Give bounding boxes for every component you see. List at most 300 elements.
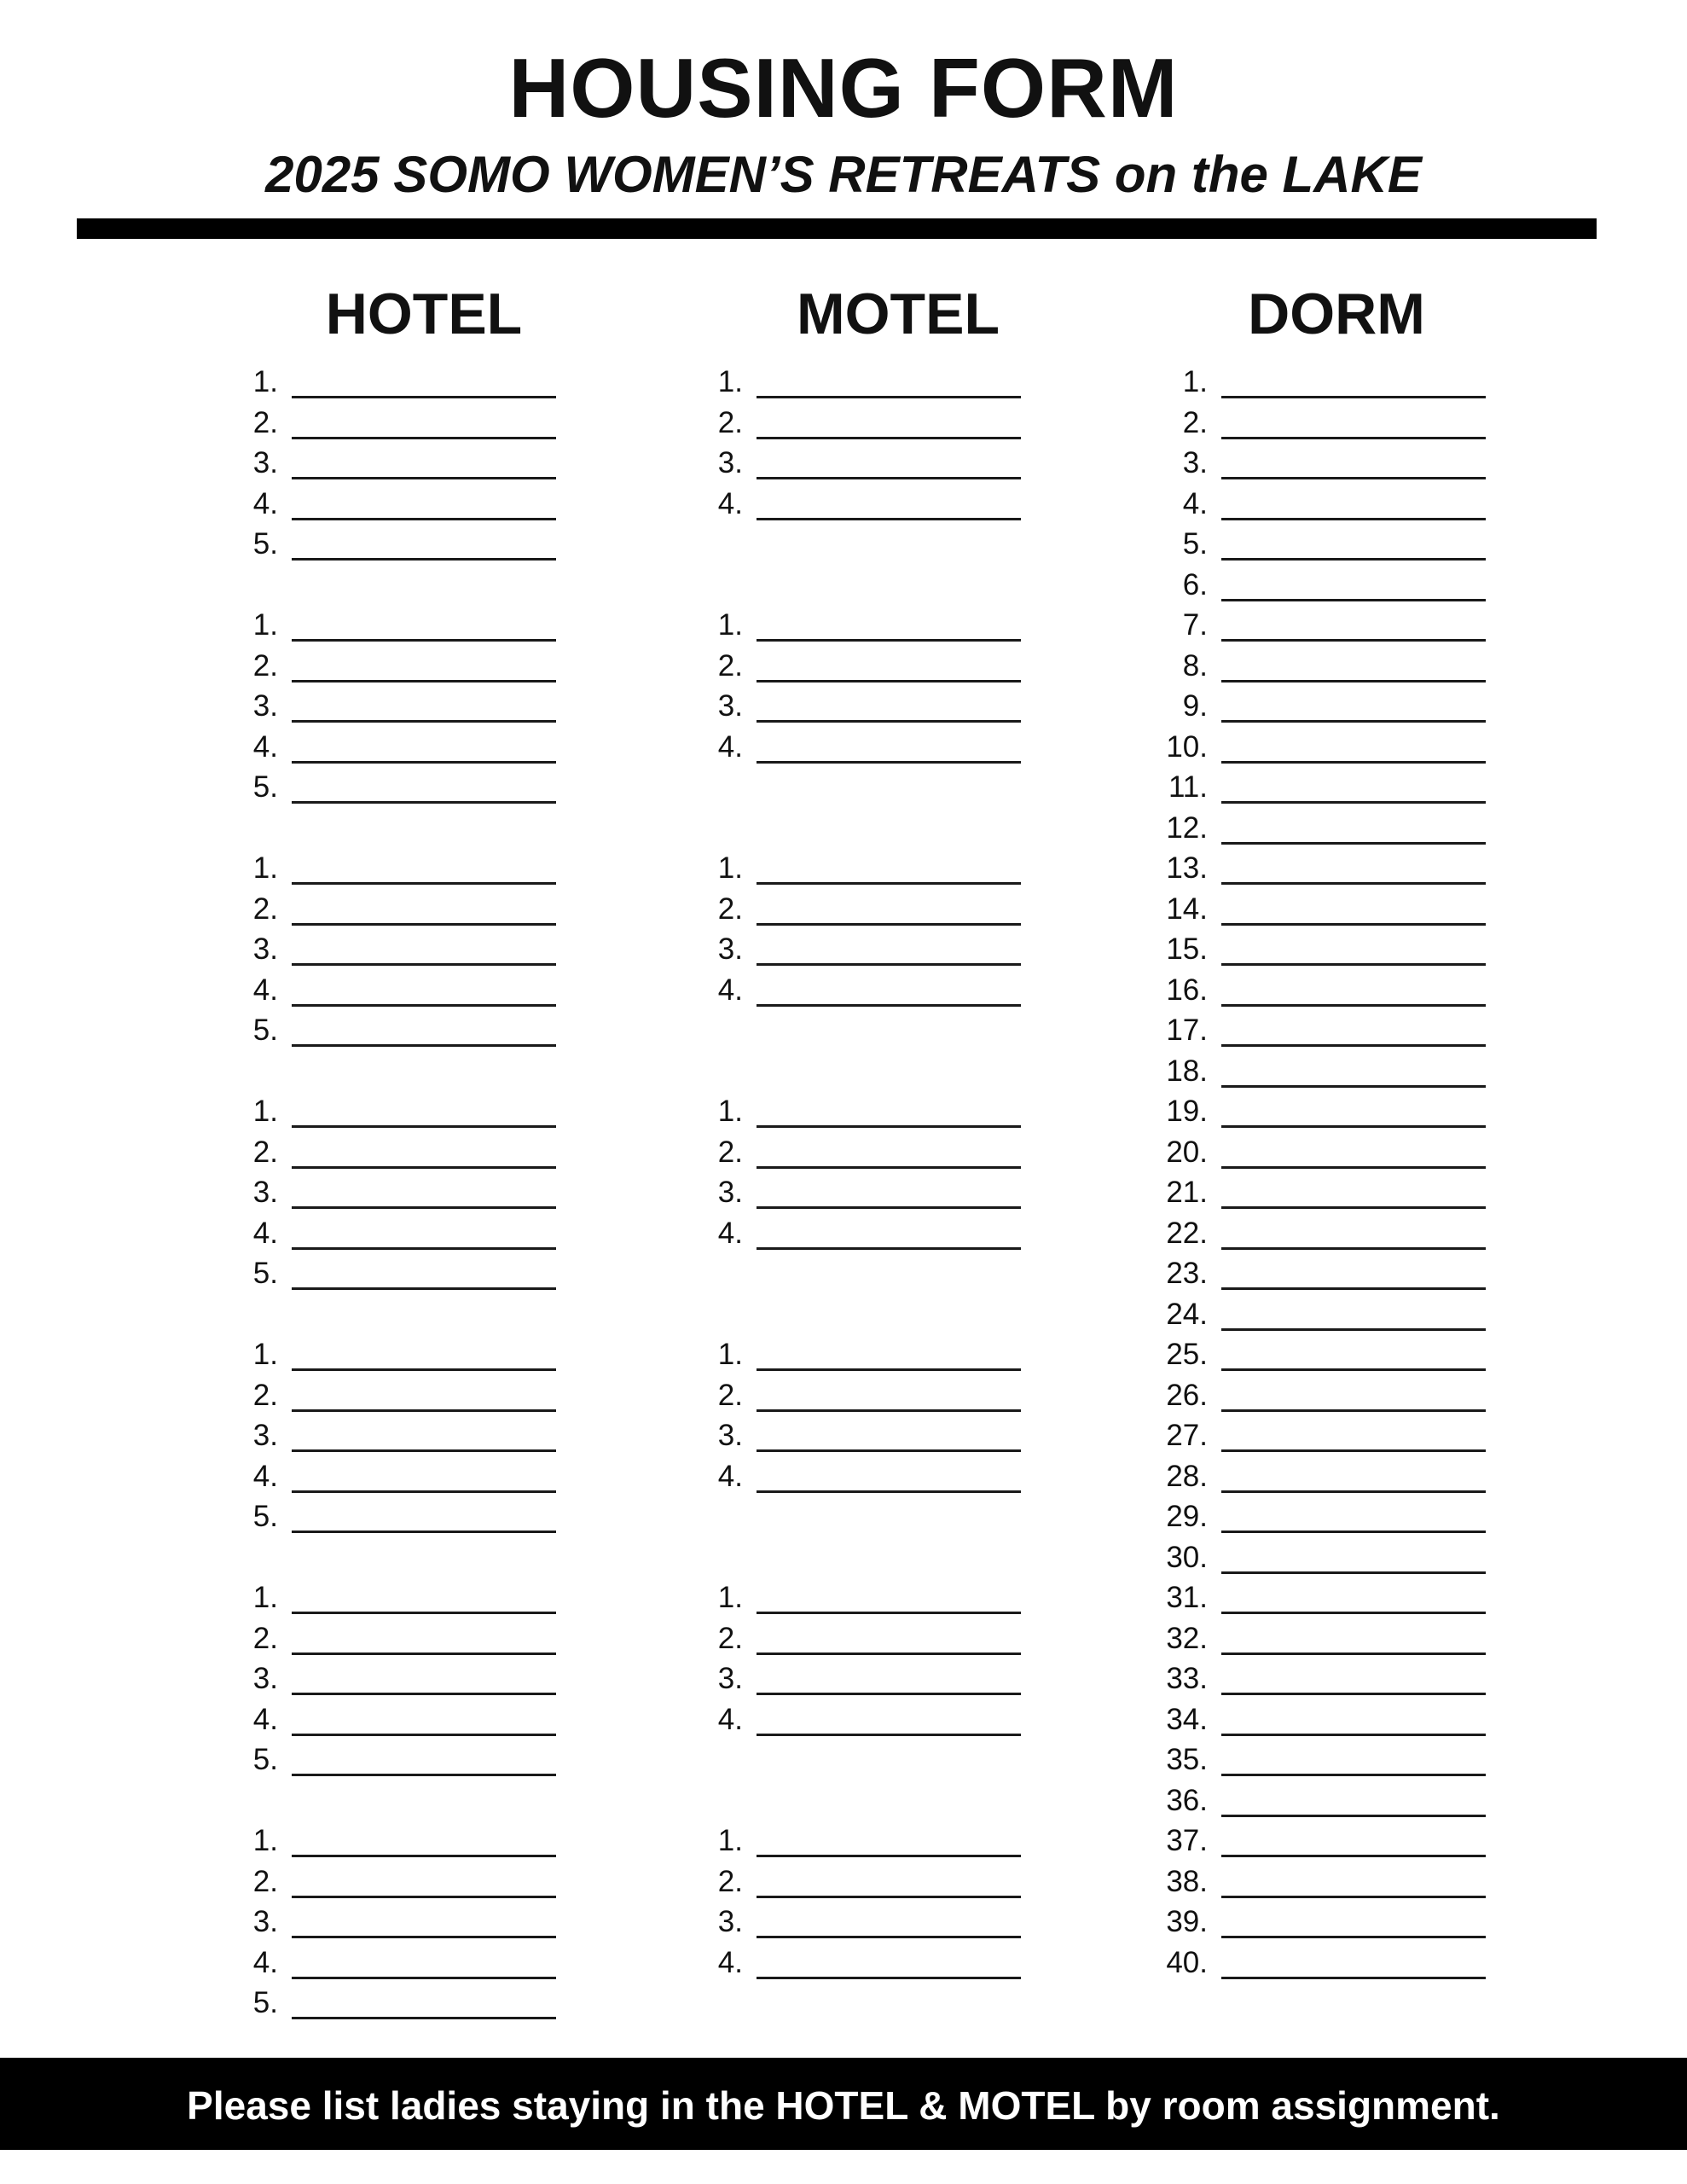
entry-number: 31. — [1166, 1581, 1208, 1614]
name-blank-line[interactable] — [292, 923, 556, 926]
entry-number: 1. — [717, 1338, 743, 1371]
entry-number: 4. — [252, 973, 278, 1007]
name-blank-line[interactable] — [1221, 1044, 1486, 1047]
name-blank-line[interactable] — [1221, 963, 1486, 966]
entry-number: 25. — [1166, 1338, 1208, 1371]
name-blank-line[interactable] — [1221, 1936, 1486, 1938]
entry-number: 2. — [252, 1135, 278, 1169]
entry-number: 2. — [252, 648, 278, 682]
name-blank-line[interactable] — [757, 882, 1021, 885]
hotel-entry — [230, 362, 563, 402]
name-blank-line[interactable] — [292, 1409, 556, 1412]
entry-number: 1. — [252, 608, 278, 642]
hotel-entry — [230, 889, 563, 929]
hotel-entry — [230, 1253, 563, 1293]
motel-entry — [695, 1658, 1028, 1699]
name-blank-line[interactable] — [1221, 1206, 1486, 1209]
dorm-entry — [1160, 484, 1493, 524]
name-blank-line[interactable] — [292, 761, 556, 764]
dorm-entry — [1160, 1577, 1493, 1618]
dorm-entry — [1160, 1780, 1493, 1821]
hotel-entry — [230, 1010, 563, 1050]
entry-number: 7. — [1182, 608, 1208, 642]
dorm-entry — [1160, 1334, 1493, 1374]
name-blank-line[interactable] — [292, 680, 556, 682]
hotel-entry — [230, 1496, 563, 1536]
name-blank-line[interactable] — [1221, 1368, 1486, 1371]
name-blank-line[interactable] — [1221, 1287, 1486, 1290]
entry-number: 30. — [1166, 1540, 1208, 1574]
name-blank-line[interactable] — [292, 1612, 556, 1614]
name-blank-line[interactable] — [292, 1531, 556, 1533]
hotel-entry — [230, 484, 563, 524]
name-blank-line[interactable] — [292, 1368, 556, 1371]
entry-number: 4. — [252, 1216, 278, 1250]
name-blank-line[interactable] — [757, 1125, 1021, 1128]
hotel-entry — [230, 1172, 563, 1212]
entry-number: 27. — [1166, 1419, 1208, 1452]
entry-number: 5. — [252, 1257, 278, 1290]
hotel-entry — [230, 1334, 563, 1374]
entry-number: 19. — [1166, 1095, 1208, 1128]
name-blank-line[interactable] — [292, 882, 556, 885]
hotel-entry — [230, 1943, 563, 1983]
entry-number: 4. — [252, 486, 278, 520]
entry-number: 11. — [1168, 770, 1208, 804]
name-blank-line[interactable] — [1221, 1125, 1486, 1128]
hotel-entry — [230, 1821, 563, 1861]
entry-number: 1. — [717, 851, 743, 885]
name-blank-line[interactable] — [757, 720, 1021, 723]
entry-number: 18. — [1166, 1054, 1208, 1088]
name-blank-line[interactable] — [1221, 599, 1486, 601]
hotel-entry — [230, 1740, 563, 1780]
name-blank-line[interactable] — [1221, 1896, 1486, 1898]
form-subtitle: 2025 SOMO WOMEN’S RETREATS on the LAKE — [265, 146, 1422, 203]
motel-entry — [695, 646, 1028, 686]
dorm-entry — [1160, 767, 1493, 807]
motel-entry — [695, 1821, 1028, 1861]
name-blank-line[interactable] — [757, 1977, 1021, 1979]
name-blank-line[interactable] — [292, 1774, 556, 1776]
entry-number: 4. — [252, 1459, 278, 1493]
hotel-entry — [230, 848, 563, 888]
name-blank-line[interactable] — [1221, 1166, 1486, 1169]
name-blank-line[interactable] — [757, 1449, 1021, 1452]
motel-entry — [695, 1172, 1028, 1212]
entry-number: 36. — [1166, 1783, 1208, 1817]
hotel-entry — [230, 1658, 563, 1699]
motel-entry — [695, 1577, 1028, 1618]
entry-number: 3. — [252, 1419, 278, 1452]
entry-number: 21. — [1166, 1176, 1208, 1209]
hotel-entry — [230, 1862, 563, 1902]
hotel-entry — [230, 1415, 563, 1455]
dorm-entry — [1160, 403, 1493, 443]
entry-number: 4. — [717, 973, 743, 1007]
dorm-entry — [1160, 1253, 1493, 1293]
motel-entry — [695, 1091, 1028, 1131]
entry-number: 9. — [1182, 689, 1208, 723]
name-blank-line[interactable] — [292, 1247, 556, 1250]
motel-entry — [695, 362, 1028, 402]
entry-number: 32. — [1166, 1621, 1208, 1655]
name-blank-line[interactable] — [1221, 801, 1486, 804]
entry-number: 1. — [252, 1095, 278, 1128]
entry-number: 28. — [1166, 1459, 1208, 1493]
name-blank-line[interactable] — [1221, 1612, 1486, 1614]
dorm-entry — [1160, 929, 1493, 969]
entry-number: 2. — [252, 1864, 278, 1898]
name-blank-line[interactable] — [1221, 1531, 1486, 1533]
dorm-entry — [1160, 646, 1493, 686]
entry-number: 2. — [717, 1135, 743, 1169]
name-blank-line[interactable] — [292, 518, 556, 520]
name-blank-line[interactable] — [292, 1734, 556, 1736]
entry-number: 33. — [1166, 1662, 1208, 1695]
name-blank-line[interactable] — [292, 558, 556, 561]
entry-number: 1. — [252, 1581, 278, 1614]
name-blank-line[interactable] — [1221, 1774, 1486, 1776]
name-blank-line[interactable] — [757, 1855, 1021, 1857]
name-blank-line[interactable] — [757, 1004, 1021, 1007]
hotel-entry — [230, 1456, 563, 1496]
entry-number: 3. — [717, 1905, 743, 1938]
name-blank-line[interactable] — [292, 1936, 556, 1938]
dorm-entry — [1160, 1010, 1493, 1050]
name-blank-line[interactable] — [292, 801, 556, 804]
footer-note: Please list ladies staying in the HOTEL & MOTEL by room assignment. — [187, 2083, 1500, 2128]
motel-entry — [695, 848, 1028, 888]
name-blank-line[interactable] — [1221, 1571, 1486, 1574]
entry-number: 5. — [252, 770, 278, 804]
name-blank-line[interactable] — [1221, 1653, 1486, 1655]
name-blank-line[interactable] — [1221, 1409, 1486, 1412]
name-blank-line[interactable] — [757, 963, 1021, 966]
motel-entry — [695, 605, 1028, 645]
hotel-entry — [230, 1375, 563, 1415]
name-blank-line[interactable] — [292, 1044, 556, 1047]
name-blank-line[interactable] — [1221, 1977, 1486, 1979]
name-blank-line[interactable] — [292, 1896, 556, 1898]
entry-number: 3. — [717, 932, 743, 966]
name-blank-line[interactable] — [757, 639, 1021, 642]
dorm-entry — [1160, 686, 1493, 726]
name-blank-line[interactable] — [1221, 842, 1486, 845]
entry-number: 1. — [252, 1338, 278, 1371]
hotel-entry — [230, 1091, 563, 1131]
entry-number: 2. — [717, 1864, 743, 1898]
entry-number: 1. — [717, 1824, 743, 1857]
motel-entry — [695, 1415, 1028, 1455]
entry-number: 2. — [717, 892, 743, 926]
name-blank-line[interactable] — [1221, 1328, 1486, 1331]
dorm-entry — [1160, 1415, 1493, 1455]
entry-number: 3. — [252, 689, 278, 723]
entry-number: 1. — [717, 365, 743, 398]
name-blank-line[interactable] — [757, 1693, 1021, 1695]
motel-entry — [695, 403, 1028, 443]
dorm-entry — [1160, 1537, 1493, 1577]
name-blank-line[interactable] — [757, 1734, 1021, 1736]
motel-entry — [695, 1456, 1028, 1496]
name-blank-line[interactable] — [1221, 396, 1486, 398]
motel-entry — [695, 1132, 1028, 1172]
entry-number: 3. — [252, 1662, 278, 1695]
entry-number: 26. — [1166, 1378, 1208, 1412]
dorm-entry — [1160, 565, 1493, 605]
entry-number: 4. — [717, 486, 743, 520]
entry-number: 1. — [252, 1824, 278, 1857]
name-blank-line[interactable] — [292, 1653, 556, 1655]
dorm-entry — [1160, 970, 1493, 1010]
name-blank-line[interactable] — [757, 1409, 1021, 1412]
entry-number: 2. — [1182, 405, 1208, 439]
entry-number: 2. — [252, 1621, 278, 1655]
name-blank-line[interactable] — [1221, 1815, 1486, 1817]
name-blank-line[interactable] — [757, 1206, 1021, 1209]
entry-number: 5. — [252, 1500, 278, 1533]
name-blank-line[interactable] — [1221, 558, 1486, 561]
hotel-entry — [230, 1213, 563, 1253]
entry-number: 4. — [717, 1945, 743, 1979]
form-title: HOUSING FORM — [508, 41, 1179, 135]
name-blank-line[interactable] — [292, 1449, 556, 1452]
motel-entry — [695, 1213, 1028, 1253]
hotel-entry — [230, 727, 563, 767]
hotel-entry — [230, 1618, 563, 1658]
entry-number: 1. — [717, 1581, 743, 1614]
name-blank-line[interactable] — [292, 963, 556, 966]
motel-entry — [695, 1943, 1028, 1983]
hotel-entry — [230, 686, 563, 726]
entry-number: 2. — [717, 648, 743, 682]
entry-number: 4. — [252, 1945, 278, 1979]
hotel-entry — [230, 1577, 563, 1618]
motel-entry — [695, 484, 1028, 524]
name-blank-line[interactable] — [1221, 1855, 1486, 1857]
name-blank-line[interactable] — [292, 1166, 556, 1169]
entry-number: 24. — [1166, 1297, 1208, 1331]
dorm-entry — [1160, 1172, 1493, 1212]
dorm-entry — [1160, 1740, 1493, 1780]
dorm-entry — [1160, 1496, 1493, 1536]
column-heading-hotel: HOTEL — [325, 282, 523, 346]
motel-entry — [695, 1334, 1028, 1374]
name-blank-line[interactable] — [1221, 882, 1486, 885]
entry-number: 29. — [1166, 1500, 1208, 1533]
dorm-entry — [1160, 1294, 1493, 1334]
entry-number: 5. — [252, 1986, 278, 2019]
entry-number: 39. — [1166, 1905, 1208, 1938]
entry-number: 4. — [252, 729, 278, 764]
column-heading-motel: MOTEL — [797, 282, 1000, 346]
name-blank-line[interactable] — [1221, 1693, 1486, 1695]
motel-entry — [695, 1862, 1028, 1902]
name-blank-line[interactable] — [1221, 1004, 1486, 1007]
name-blank-line[interactable] — [292, 1004, 556, 1007]
dorm-entry — [1160, 605, 1493, 645]
dorm-entry — [1160, 1051, 1493, 1091]
name-blank-line[interactable] — [292, 396, 556, 398]
column-heading-dorm: DORM — [1248, 282, 1425, 346]
dorm-entry — [1160, 1658, 1493, 1699]
name-blank-line[interactable] — [757, 1368, 1021, 1371]
name-blank-line[interactable] — [757, 396, 1021, 398]
motel-entry — [695, 929, 1028, 969]
name-blank-line[interactable] — [292, 1490, 556, 1493]
hotel-entry — [230, 970, 563, 1010]
dorm-entry — [1160, 1091, 1493, 1131]
motel-entry — [695, 727, 1028, 767]
name-blank-line[interactable] — [292, 477, 556, 479]
dorm-entry — [1160, 1456, 1493, 1496]
hotel-entry — [230, 1902, 563, 1942]
dorm-entry — [1160, 362, 1493, 402]
name-blank-line[interactable] — [1221, 761, 1486, 764]
entry-number: 4. — [717, 1702, 743, 1736]
dorm-entry — [1160, 1618, 1493, 1658]
entry-number: 1. — [1182, 365, 1208, 398]
entry-number: 13. — [1166, 851, 1208, 885]
dorm-entry — [1160, 1375, 1493, 1415]
dorm-entry — [1160, 1132, 1493, 1172]
dorm-entry — [1160, 524, 1493, 564]
motel-entry — [695, 1375, 1028, 1415]
hotel-entry — [230, 646, 563, 686]
name-blank-line[interactable] — [1221, 720, 1486, 723]
dorm-entry — [1160, 443, 1493, 483]
name-blank-line[interactable] — [292, 2017, 556, 2019]
hotel-entry — [230, 605, 563, 645]
entry-number: 3. — [252, 1176, 278, 1209]
entry-number: 2. — [717, 1621, 743, 1655]
entry-number: 5. — [252, 1743, 278, 1776]
entry-number: 15. — [1166, 932, 1208, 966]
entry-number: 4. — [717, 1459, 743, 1493]
entry-number: 16. — [1166, 973, 1208, 1007]
entry-number: 12. — [1166, 810, 1208, 845]
name-blank-line[interactable] — [757, 1936, 1021, 1938]
entry-number: 1. — [252, 851, 278, 885]
entry-number: 3. — [252, 1905, 278, 1938]
motel-entry — [695, 443, 1028, 483]
name-blank-line[interactable] — [1221, 639, 1486, 642]
dorm-entry — [1160, 1862, 1493, 1902]
entry-number: 3. — [252, 446, 278, 479]
entry-number: 3. — [717, 1419, 743, 1452]
name-blank-line[interactable] — [292, 1693, 556, 1695]
hotel-entry — [230, 1983, 563, 2023]
entry-number: 37. — [1166, 1824, 1208, 1857]
name-blank-line[interactable] — [292, 437, 556, 439]
entry-number: 3. — [1182, 446, 1208, 479]
name-blank-line[interactable] — [1221, 923, 1486, 926]
entry-number: 5. — [1182, 527, 1208, 561]
entry-number: 1. — [252, 365, 278, 398]
name-blank-line[interactable] — [757, 477, 1021, 479]
entry-number: 14. — [1166, 892, 1208, 926]
hotel-entry — [230, 929, 563, 969]
entry-number: 3. — [717, 1662, 743, 1695]
name-blank-line[interactable] — [292, 1206, 556, 1209]
name-blank-line[interactable] — [292, 1855, 556, 1857]
name-blank-line[interactable] — [1221, 1247, 1486, 1250]
name-blank-line[interactable] — [1221, 1490, 1486, 1493]
hotel-entry — [230, 767, 563, 807]
motel-entry — [695, 686, 1028, 726]
hotel-entry — [230, 524, 563, 564]
entry-number: 2. — [252, 405, 278, 439]
entry-number: 10. — [1166, 729, 1208, 764]
entry-number: 4. — [717, 729, 743, 764]
name-blank-line[interactable] — [292, 639, 556, 642]
name-blank-line[interactable] — [757, 1896, 1021, 1898]
entry-number: 6. — [1182, 567, 1208, 601]
name-blank-line[interactable] — [1221, 477, 1486, 479]
name-blank-line[interactable] — [757, 437, 1021, 439]
hotel-entry — [230, 1132, 563, 1172]
entry-number: 3. — [717, 1176, 743, 1209]
name-blank-line[interactable] — [757, 1247, 1021, 1250]
entry-number: 20. — [1166, 1135, 1208, 1169]
dorm-entry — [1160, 1699, 1493, 1740]
name-blank-line[interactable] — [757, 680, 1021, 682]
name-blank-line[interactable] — [757, 761, 1021, 764]
entry-number: 1. — [717, 608, 743, 642]
entry-number: 2. — [717, 405, 743, 439]
motel-entry — [695, 1902, 1028, 1942]
entry-number: 3. — [252, 932, 278, 966]
entry-number: 22. — [1166, 1216, 1208, 1250]
entry-number: 2. — [252, 1378, 278, 1412]
name-blank-line[interactable] — [1221, 1734, 1486, 1736]
dorm-entry — [1160, 1821, 1493, 1861]
name-blank-line[interactable] — [757, 923, 1021, 926]
name-blank-line[interactable] — [1221, 680, 1486, 682]
dorm-entry — [1160, 808, 1493, 848]
entry-number: 17. — [1166, 1014, 1208, 1047]
hotel-entry — [230, 403, 563, 443]
motel-entry — [695, 970, 1028, 1010]
name-blank-line[interactable] — [757, 1653, 1021, 1655]
entry-number: 4. — [1182, 486, 1208, 520]
name-blank-line[interactable] — [1221, 1085, 1486, 1088]
header-divider — [77, 218, 1597, 239]
name-blank-line[interactable] — [292, 1977, 556, 1979]
footer-bar — [0, 2058, 1687, 2150]
name-blank-line[interactable] — [292, 1125, 556, 1128]
hotel-entry — [230, 443, 563, 483]
entry-number: 4. — [717, 1216, 743, 1250]
entry-number: 35. — [1166, 1743, 1208, 1776]
name-blank-line[interactable] — [292, 720, 556, 723]
dorm-entry — [1160, 1902, 1493, 1942]
name-blank-line[interactable] — [1221, 437, 1486, 439]
entry-number: 38. — [1166, 1864, 1208, 1898]
entry-number: 34. — [1166, 1702, 1208, 1736]
entry-number: 40. — [1166, 1945, 1208, 1979]
name-blank-line[interactable] — [757, 1490, 1021, 1493]
entry-number: 2. — [252, 892, 278, 926]
name-blank-line[interactable] — [757, 1612, 1021, 1614]
name-blank-line[interactable] — [292, 1287, 556, 1290]
motel-entry — [695, 889, 1028, 929]
name-blank-line[interactable] — [757, 1166, 1021, 1169]
name-blank-line[interactable] — [757, 518, 1021, 520]
name-blank-line[interactable] — [1221, 1449, 1486, 1452]
name-blank-line[interactable] — [1221, 518, 1486, 520]
